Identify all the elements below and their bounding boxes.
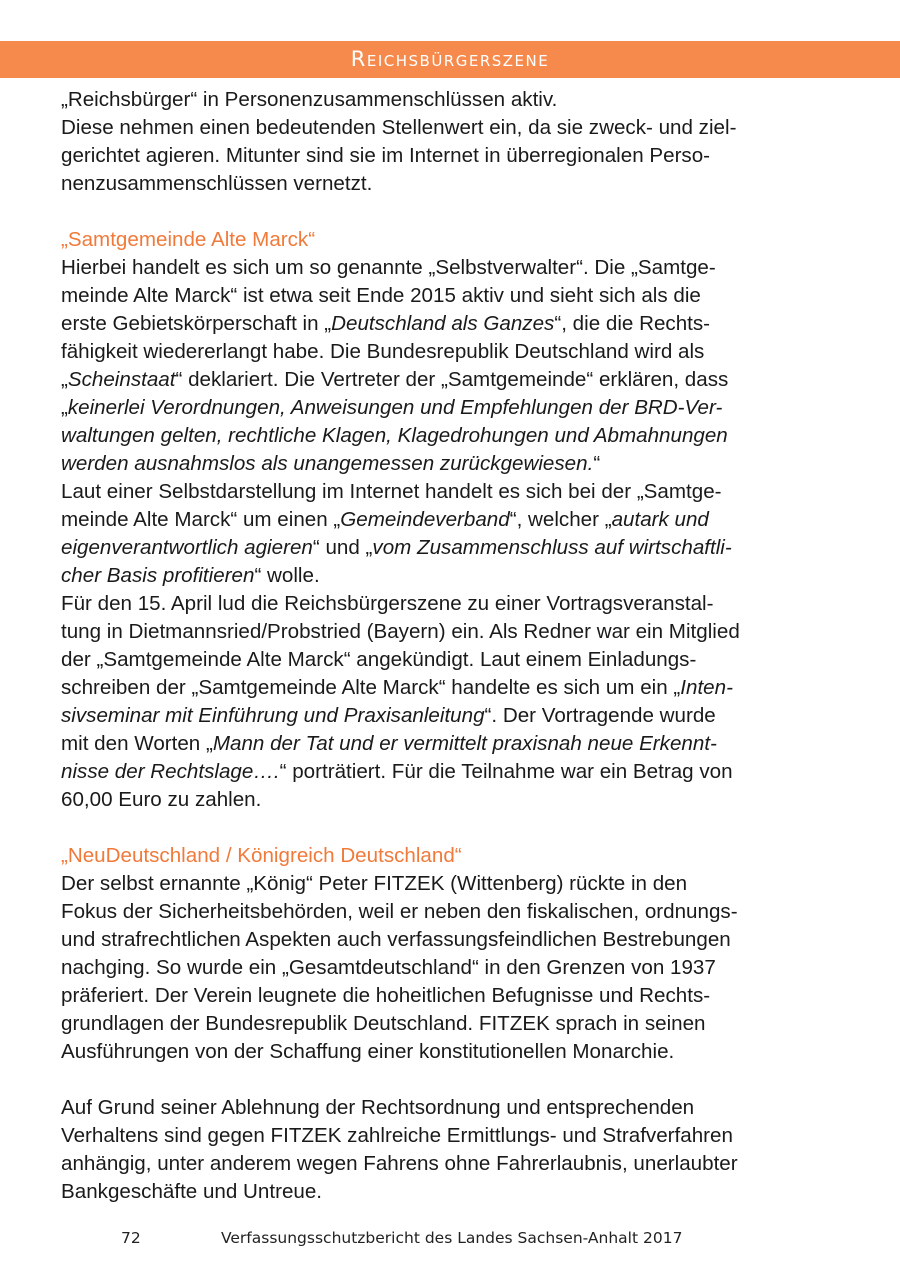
text-line: cher Basis profitieren“ wolle.	[61, 564, 320, 587]
fitzek-paragraph	[61, 1094, 841, 1206]
text-line: 60,00 Euro zu zahlen.	[61, 788, 262, 811]
text-line: fähigkeit wiedererlangt habe. Die Bundesrepublik Deutschland wird als	[61, 340, 705, 363]
section-heading-neudeutschland: „NeuDeutschland / Königreich Deutschland“	[61, 844, 462, 867]
page-footer	[0, 1229, 900, 1253]
text-line: erste Gebietskörperschaft in „Deutschland als Ganzes“, die die Rechts-	[61, 312, 711, 335]
samtgemeinde-paragraph	[61, 254, 841, 814]
text-line: Für den 15. April lud die Reichsbürgerszene zu einer Vortragsveranstal-	[61, 592, 714, 615]
text-line: nisse der Rechtslage….“ porträtiert. Für die Teilnahme war ein Betrag von	[61, 760, 733, 783]
neudeutschland-paragraph	[61, 870, 841, 1066]
text-line: „Reichsbürger“ in Personenzusammenschlüssen aktiv.	[61, 88, 558, 111]
text-line: präferiert. Der Verein leugnete die hoheitlichen Befugnisse und Rechts-	[61, 984, 711, 1007]
text-line: Der selbst ernannte „König“ Peter FITZEK (Wittenberg) rückte in den	[61, 872, 688, 895]
text-line: Hierbei handelt es sich um so genannte „Selbstverwalter“. Die „Samtge-	[61, 256, 716, 279]
section-title: Reichsbürgerszene	[350, 47, 550, 71]
page-body	[61, 86, 841, 1206]
section-header	[0, 41, 900, 78]
report-title: Verfassungsschutzbericht des Landes Sachsen-Anhalt 2017	[221, 1229, 683, 1247]
text-line: Fokus der Sicherheitsbehörden, weil er neben den fiskalischen, ordnungs-	[61, 900, 738, 923]
text-line: gerichtet agieren. Mitunter sind sie im Internet in überregionalen Perso-	[61, 144, 711, 167]
text-line: nenzusammenschlüssen vernetzt.	[61, 172, 373, 195]
text-line: tung in Dietmannsried/Probstried (Bayern) ein. Als Redner war ein Mitglied	[61, 620, 740, 643]
text-line: grundlagen der Bundesrepublik Deutschland. FITZEK sprach in seinen	[61, 1012, 706, 1035]
text-line: „Scheinstaat“ deklariert. Die Vertreter der „Samtgemeinde“ erklären, dass	[61, 368, 729, 391]
text-line: schreiben der „Samtgemeinde Alte Marck“ handelte es sich um ein „Inten-	[61, 676, 733, 699]
text-line: und strafrechtlichen Aspekten auch verfassungsfeindlichen Bestrebungen	[61, 928, 731, 951]
text-line: Laut einer Selbstdarstellung im Internet handelt es sich bei der „Samtge-	[61, 480, 722, 503]
intro-paragraph	[61, 86, 841, 198]
text-line: der „Samtgemeinde Alte Marck“ angekündigt. Laut einem Einladungs-	[61, 648, 697, 671]
text-line: anhängig, unter anderem wegen Fahrens ohne Fahrerlaubnis, unerlaubter	[61, 1152, 738, 1175]
section-heading-samtgemeinde: „Samtgemeinde Alte Marck“	[61, 228, 316, 251]
text-line: sivseminar mit Einführung und Praxisanleitung“. Der Vortragende wurde	[61, 704, 716, 727]
text-line: „keinerlei Verordnungen, Anweisungen und Empfehlungen der BRD-Ver-	[61, 396, 723, 419]
text-line: meinde Alte Marck“ um einen „Gemeindeverband“, welcher „autark und	[61, 508, 709, 531]
text-line: Bankgeschäfte und Untreue.	[61, 1180, 323, 1203]
page-number: 72	[121, 1229, 141, 1247]
text-line: meinde Alte Marck“ ist etwa seit Ende 2015 aktiv und sieht sich als die	[61, 284, 701, 307]
text-line: Verhaltens sind gegen FITZEK zahlreiche Ermittlungs- und Strafverfahren	[61, 1124, 733, 1147]
text-line: Auf Grund seiner Ablehnung der Rechtsordnung und entsprechenden	[61, 1096, 695, 1119]
text-line: Ausführungen von der Schaffung einer konstitutionellen Monarchie.	[61, 1040, 675, 1063]
text-line: Diese nehmen einen bedeutenden Stellenwert ein, da sie zweck- und ziel-	[61, 116, 737, 139]
text-line: waltungen gelten, rechtliche Klagen, Klagedrohungen und Abmahnungen	[61, 424, 728, 447]
text-line: eigenverantwortlich agieren“ und „vom Zusammenschluss auf wirtschaftli-	[61, 536, 732, 559]
text-line: werden ausnahmslos als unangemessen zurückgewiesen.“	[61, 452, 601, 475]
text-line: mit den Worten „Mann der Tat und er vermittelt praxisnah neue Erkennt-	[61, 732, 717, 755]
text-line: nachging. So wurde ein „Gesamtdeutschland“ in den Grenzen von 1937	[61, 956, 716, 979]
